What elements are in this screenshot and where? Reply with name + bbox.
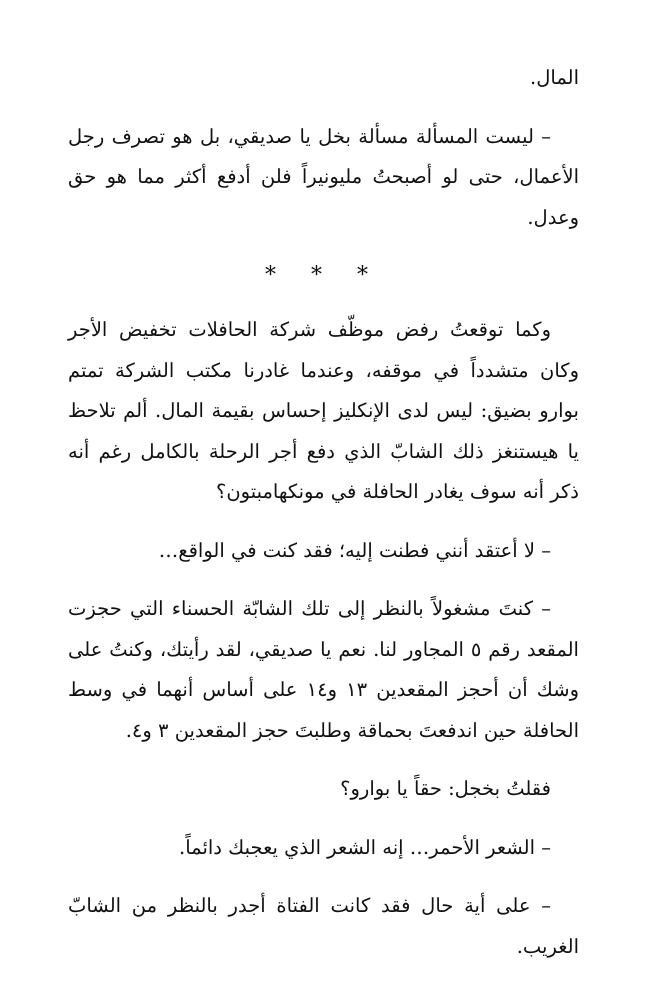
paragraph-6: فقلتُ بخجل: حقاً يا بوارو؟ [340,777,551,800]
paragraph-2: – ليست المسألة مسألة بخل يا صديقي، بل هو تصرف رجل الأعمال، حتى لو أصبحتُ مليونيراً فلن أدفع أكثر مما هو حق وعدل. [68,124,579,229]
paragraph-5: – كنتَ مشغولاً بالنظر إلى تلك الشابّة الحسناء التي حجزت المقعد رقم ٥ المجاور لنا. نعم يا صديقي، لقد رأيتك، وكنتُ على وشك أن أحجز المقعدين ١٣ و١٤ على أساس أنهما في وسط الحافلة حين اندفعتَ بحماقة وطلبتَ حجز المقعدين ٣ و٤. [68,597,579,742]
paragraph-4: – لا أعتقد أنني فطنت إليه؛ فقد كنت في الواقع… [158,538,551,562]
section-separator: * * * [265,263,382,288]
paragraph-7: – الشعر الأحمر… إنه الشعر الذي يعجبك دائماً. [179,835,551,859]
paragraph-3: وكما توقعتُ رفض موظّف شركة الحافلات تخفيض الأجر وكان متشدداً في موقفه، وعندما غادرنا مكتب الشركة تمتم بوارو بضيق: ليس لدى الإنكليز إحساس بقيمة المال. ألم تلاحظ يا هيستنغز ذلك الشابّ الذي دفع أجر الرحلة بالكامل رغم أنه ذكر أنه سوف يغادر الحافلة في مونكهامبتون؟ [68,318,579,503]
paragraph-1: المال. [530,66,579,89]
paragraph-8: – على أية حال فقد كانت الفتاة أجدر بالنظر من الشابّ الغريب. [68,894,579,958]
